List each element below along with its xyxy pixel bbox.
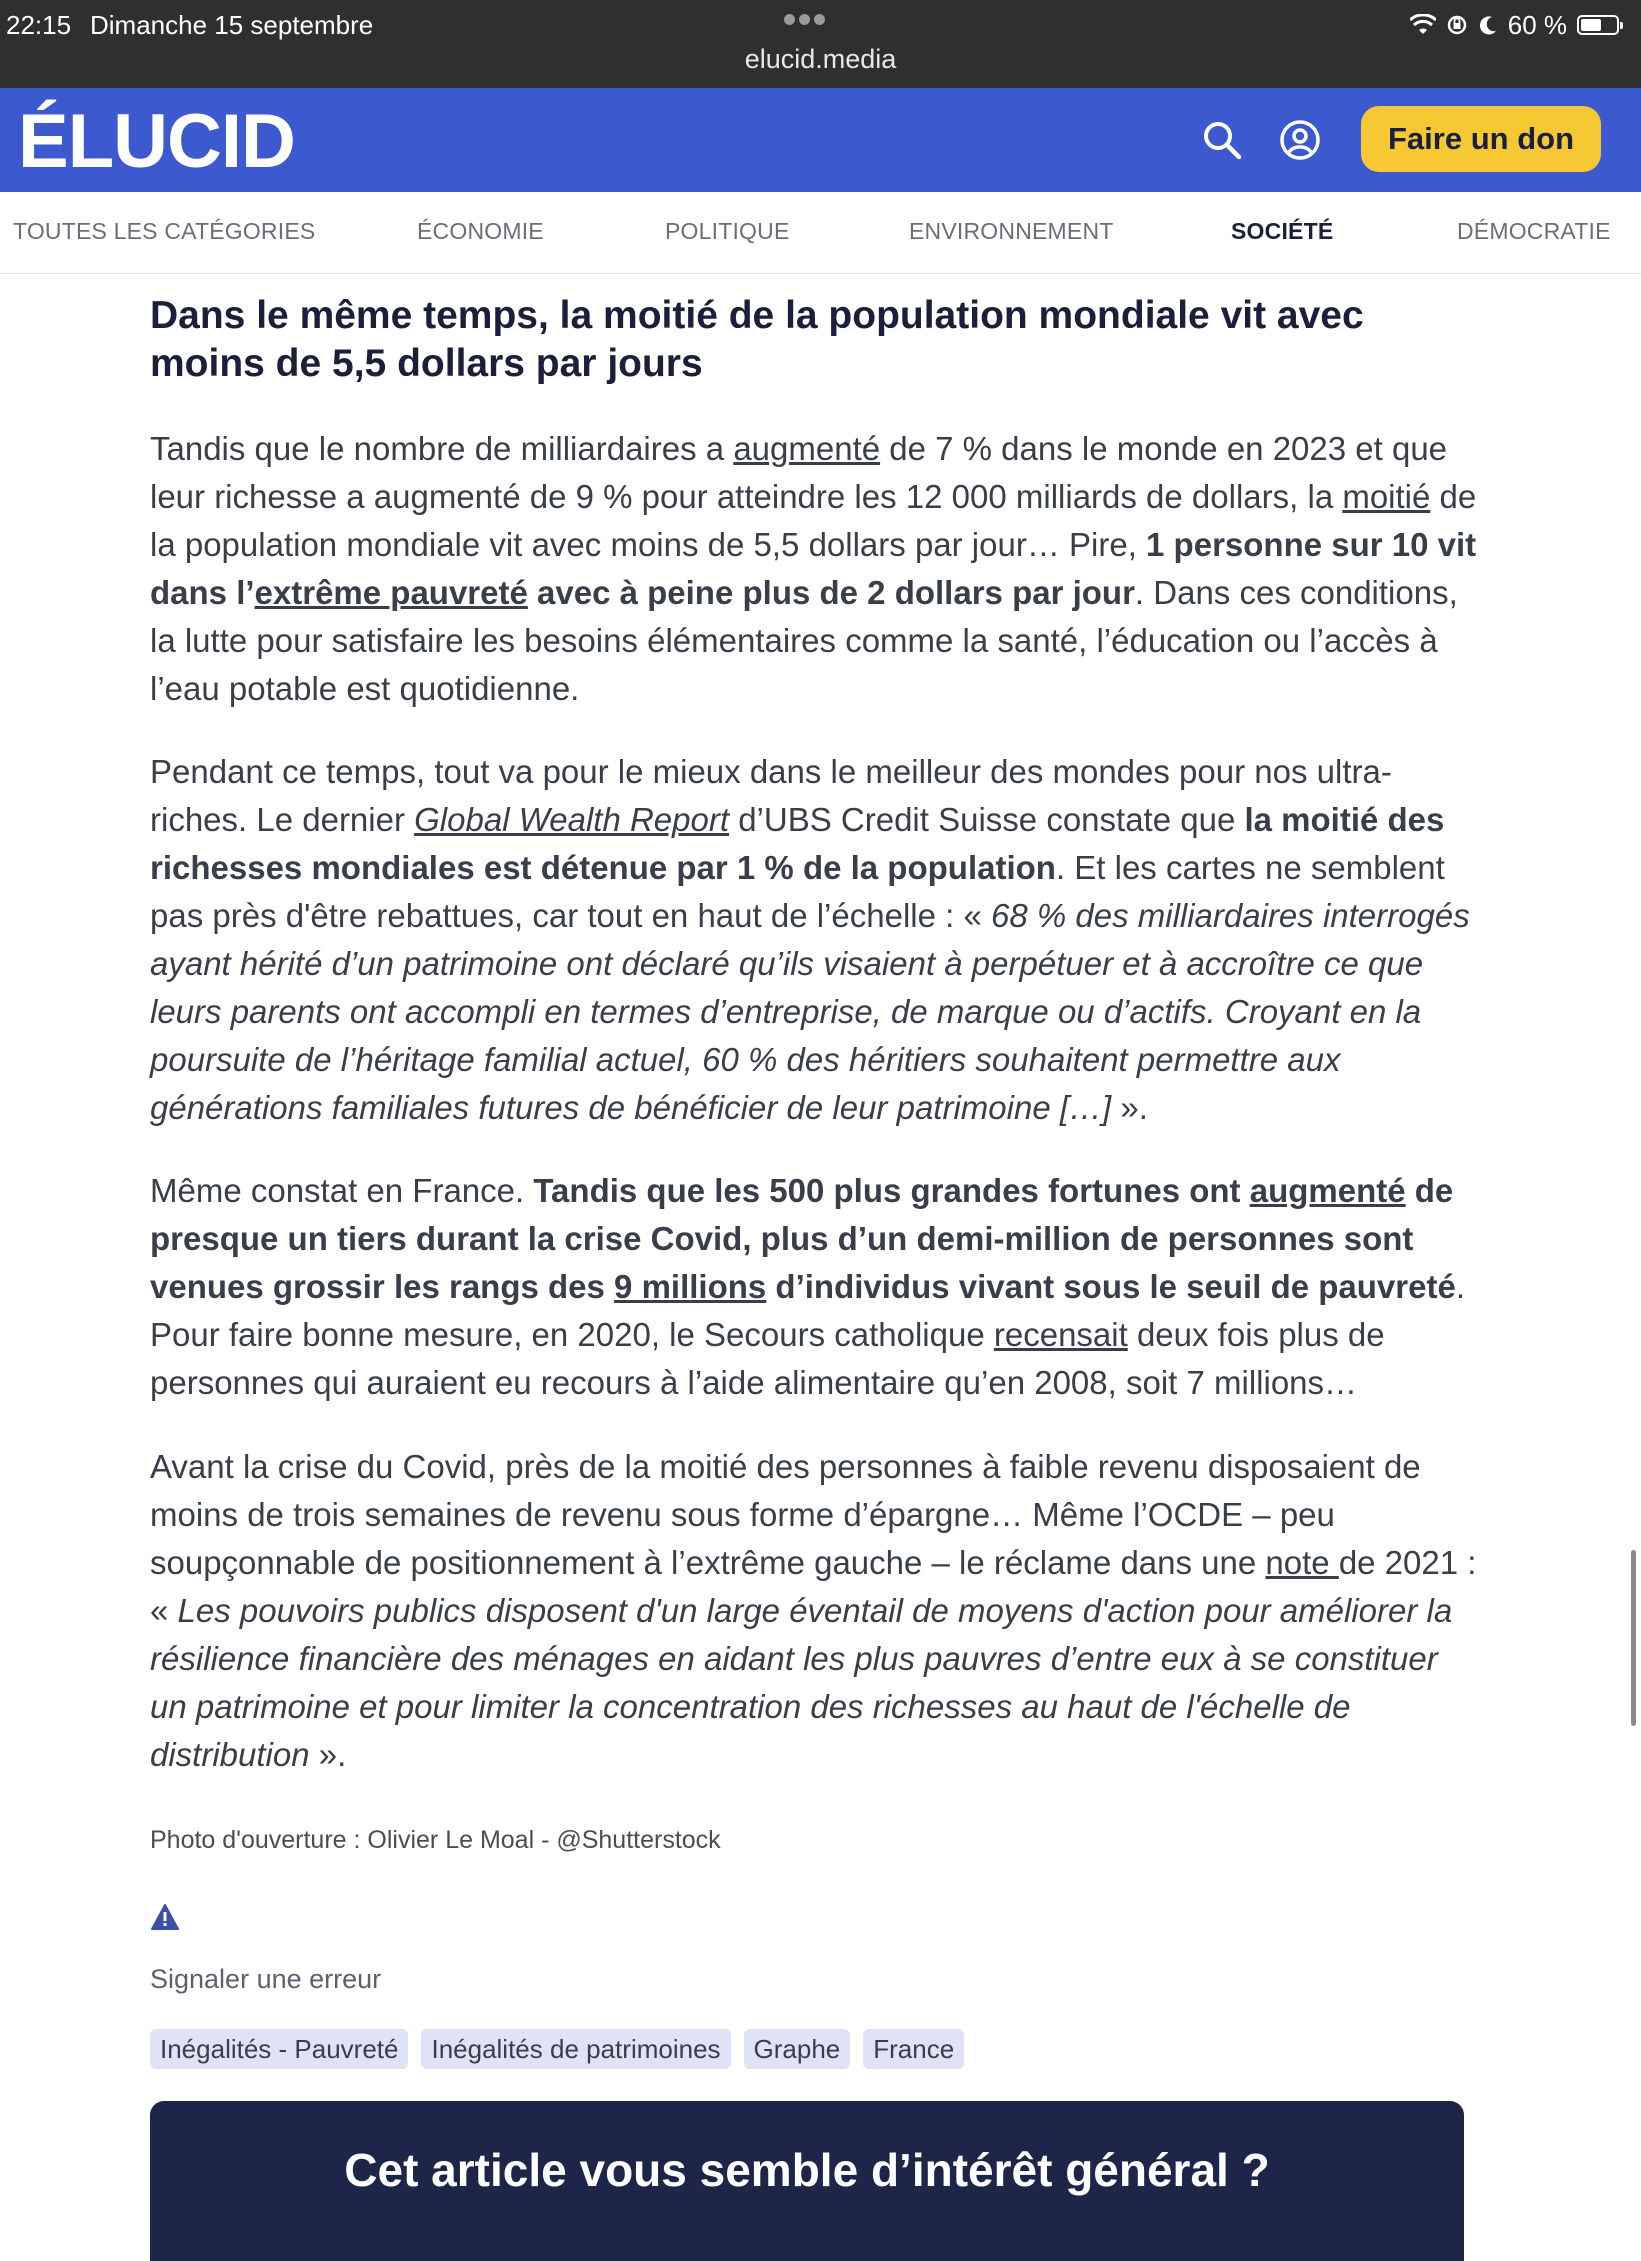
tag[interactable]: Inégalités - Pauvreté <box>150 2029 408 2069</box>
status-bar <box>0 0 1641 88</box>
link-augmente[interactable]: augmenté <box>733 430 881 467</box>
paragraph-3 <box>150 1167 1480 1407</box>
tag[interactable]: Graphe <box>744 2029 851 2069</box>
text: ». <box>309 1736 347 1773</box>
scrollbar[interactable] <box>1631 1550 1636 1726</box>
status-time: 22:15 <box>6 10 72 40</box>
text: de la population mondiale vit avec moins de 5,5 dollars par jour… Pire, <box>150 478 1477 563</box>
photo-credit: Photo d'ouverture : Olivier Le Moal - @Shutterstock <box>150 1826 721 1854</box>
bold-text: avec à peine plus de 2 dollars par jour <box>527 574 1135 611</box>
text: Même constat en France. <box>150 1172 534 1209</box>
search-icon[interactable] <box>1200 118 1244 162</box>
bold-text: 1 personne sur 10 vit dans l’ <box>150 526 1477 611</box>
link-9-millions[interactable]: 9 millions <box>614 1268 767 1305</box>
text: Tandis que le nombre de milliardaires a <box>150 430 734 467</box>
nav-item-politique[interactable]: POLITIQUE <box>665 218 790 244</box>
text: . Pour faire bonne mesure, en 2020, le Secours catholique <box>150 1268 1465 1353</box>
multitasking-dots-icon[interactable] <box>784 12 832 24</box>
quote-text: Les pouvoirs publics disposent d'un large éventail de moyens d'action pour améliorer la résilience financière des ménages en aidant les plus pauvres d’entre eux à se constituer un patrimoine et pour limiter la concentration des richesses au haut de l'échelle de distribution <box>150 1592 1453 1773</box>
support-cta-banner <box>150 2101 1464 2261</box>
text: de 2021 : « <box>150 1544 1477 1629</box>
battery-icon <box>1577 15 1619 35</box>
status-date: Dimanche 15 septembre <box>90 10 374 40</box>
site-header <box>0 88 1641 192</box>
status-indicators <box>1410 10 1619 40</box>
donate-button[interactable]: Faire un don <box>1361 106 1601 172</box>
paragraph-4 <box>150 1443 1480 1779</box>
bold-text: la moitié des richesses mondiales est détenue par 1 % de la population <box>150 801 1445 886</box>
cta-title: Cet article vous semble d’intérêt général ? <box>344 2144 1270 2196</box>
bold-text: d’individus vivant sous le seuil de pauvreté <box>766 1268 1456 1305</box>
bold-text: de presque un tiers durant la crise Covid, plus d’un demi-million de personnes sont venues grossir les rangs des <box>150 1172 1454 1305</box>
text: de 7 % dans le monde en 2023 et que leur richesse a augmenté de 9 % pour atteindre les 12 000 milliards de dollars, la <box>150 430 1448 515</box>
report-error-link[interactable]: Signaler une erreur <box>150 1964 382 1994</box>
category-nav <box>0 192 1641 274</box>
paragraph-1 <box>150 425 1480 713</box>
moon-icon <box>1478 14 1498 36</box>
quote-text: 68 % des milliardaires interrogés ayant hérité d’un patrimoine ont déclaré qu’ils visaient à perpétuer et à accroître ce que leurs parents ont accompli en termes d’entreprise, de marque ou d’actifs. Croyant en la poursuite de l’héritage familial actuel, 60 % des héritiers souhaitent permettre aux générations familiales futures de bénéficier de leur patrimoine […] <box>150 897 1470 1126</box>
link-note[interactable]: note <box>1265 1544 1339 1581</box>
tag[interactable]: France <box>863 2029 964 2069</box>
link-recensait[interactable]: recensait <box>993 1316 1128 1353</box>
paragraph-2 <box>150 748 1480 1132</box>
section-title: Dans le même temps, la moitié de la population mondiale vit avec moins de 5,5 dollars par jours <box>150 294 1364 385</box>
nav-item-democratie[interactable]: DÉMOCRATIE <box>1457 218 1611 244</box>
wifi-icon <box>1410 14 1436 36</box>
warning-icon[interactable] <box>150 1903 180 1931</box>
link-augmente-2[interactable]: augmenté <box>1249 1172 1406 1209</box>
text: deux fois plus de personnes qui auraient eu recours à l’aide alimentaire qu’en 2008, soit 7 millions… <box>150 1316 1385 1401</box>
link-global-wealth-report[interactable]: Global Wealth Report <box>414 801 730 838</box>
nav-item-societe[interactable]: SOCIÉTÉ <box>1231 218 1334 244</box>
account-icon[interactable] <box>1278 118 1322 162</box>
link-moitie[interactable]: moitié <box>1342 478 1431 515</box>
nav-item-all-categories[interactable]: TOUTES LES CATÉGORIES <box>13 218 316 244</box>
bold-text: Tandis que les 500 plus grandes fortunes ont <box>533 1172 1250 1209</box>
battery-percent: 60 % <box>1507 9 1567 40</box>
link-extreme-pauvrete[interactable]: extrême pauvreté <box>254 574 528 611</box>
site-logo[interactable]: ÉLUCID <box>18 99 295 184</box>
text: Avant la crise du Covid, près de la moitié des personnes à faible revenu disposaient de moins de trois semaines de revenu sous forme d’épargne… Même l’OCDE – peu soupçonnable de positionnement à l’extrême gauche – le réclame dans une <box>150 1448 1421 1581</box>
nav-item-environnement[interactable]: ENVIRONNEMENT <box>909 218 1114 244</box>
text: d’UBS Credit Suisse constate que <box>729 801 1245 838</box>
text: Pendant ce temps, tout va pour le mieux dans le meilleur des mondes pour nos ultra-riches. Le dernier <box>150 753 1392 838</box>
tag-list <box>150 2029 964 2069</box>
text: . Et les cartes ne semblent pas près d'être rebattues, car tout en haut de l’échelle : « <box>150 849 1445 934</box>
rotation-lock-icon <box>1446 14 1468 36</box>
address-bar[interactable]: elucid.media <box>744 44 897 74</box>
nav-item-economie[interactable]: ÉCONOMIE <box>417 218 544 244</box>
text: ». <box>1111 1089 1148 1126</box>
tag[interactable]: Inégalités de patrimoines <box>421 2029 730 2069</box>
text: . Dans ces conditions, la lutte pour satisfaire les besoins élémentaires comme la santé, l’éducation ou l’accès à l’eau potable est quotidienne. <box>150 574 1458 707</box>
